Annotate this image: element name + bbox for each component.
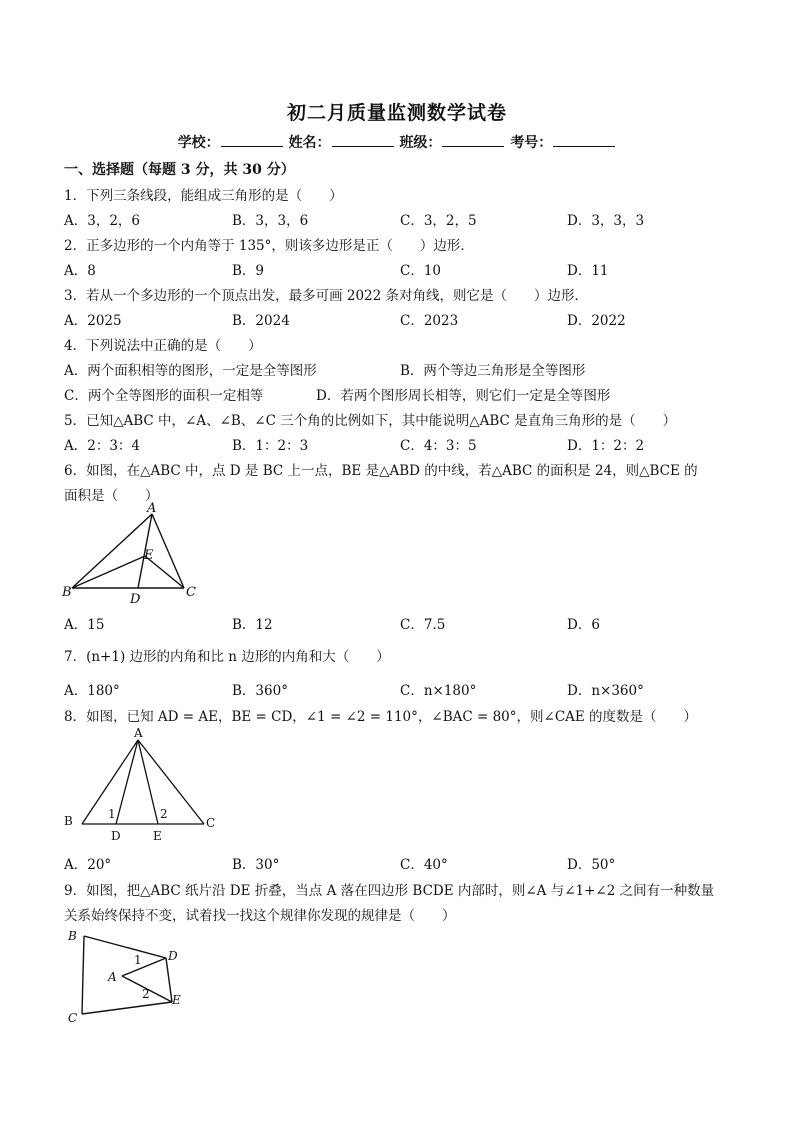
- label-d: D: [168, 949, 178, 963]
- question-6-stem: 6．如图，在△ABC 中，点 D 是 BC 上一点，BE 是△ABD 的中线，若△ABC 的面积是 24，则△BCE 的: [64, 463, 698, 479]
- q8-option-c: C．40°: [400, 857, 448, 873]
- segment-ad: [122, 958, 166, 976]
- q5-option-a: A．2：3：4: [64, 438, 141, 454]
- label-a: A: [134, 726, 143, 740]
- q3-option-b: B．2024: [232, 313, 290, 329]
- q9-figure: [62, 924, 202, 1028]
- q6-option-d: D．6: [567, 617, 600, 633]
- school-label: 学校：: [177, 135, 220, 151]
- q7-option-b: B．360°: [232, 683, 288, 699]
- q1-option-c: C．3，2，5: [400, 213, 477, 229]
- q1-option-d: D．3，3，3: [567, 213, 645, 229]
- q7-option-a: A．180°: [64, 683, 120, 699]
- label-c: C: [206, 816, 216, 830]
- question-9-stem-cont: 关系始终保持不变，试着找一找这个规律你发现的规律是（ ）: [64, 908, 456, 924]
- class-label: 班级：: [399, 135, 442, 151]
- q5-option-c: C．4：3：5: [400, 438, 477, 454]
- segment-ce: [82, 1002, 172, 1014]
- question-1-stem: 1．下列三条线段，能组成三角形的是（ ）: [64, 188, 343, 204]
- q2-option-a: A．8: [64, 263, 96, 279]
- question-7-stem: 7．(n+1) 边形的内角和比 n 边形的内角和大（ ）: [64, 649, 390, 665]
- q2-option-b: B．9: [232, 263, 265, 279]
- q8-figure: [60, 726, 220, 844]
- q1-option-a: A．3，2，6: [64, 213, 141, 229]
- q3-option-d: D．2022: [567, 313, 626, 329]
- question-6-stem-cont: 面积是（ ）: [64, 488, 159, 504]
- q1-option-b: B．3，3，6: [232, 213, 309, 229]
- segment-ad: [116, 740, 138, 824]
- q4-option-c: C．两个全等图形的面积一定相等: [64, 388, 264, 404]
- q8-option-a: A．20°: [64, 857, 112, 873]
- q5-option-d: D．1：2：2: [567, 438, 645, 454]
- label-angle-2: 2: [142, 987, 150, 1001]
- label-b: B: [68, 929, 77, 943]
- label-e: E: [144, 548, 154, 563]
- q8-option-d: D．50°: [567, 857, 616, 873]
- name-blank[interactable]: [332, 134, 394, 147]
- q3-option-c: C．2023: [400, 313, 459, 329]
- label-c: C: [186, 585, 196, 600]
- label-d: D: [130, 592, 141, 606]
- q4-option-d: D．若两个图形周长相等，则它们一定是全等图形: [316, 388, 611, 404]
- class-blank[interactable]: [442, 134, 504, 147]
- label-angle-2: 2: [160, 807, 168, 821]
- label-e: E: [153, 829, 162, 843]
- q4-option-a: A．两个面积相等的图形，一定是全等图形: [64, 363, 317, 379]
- number-label: 考号：: [510, 135, 553, 151]
- label-angle-1: 1: [108, 807, 116, 821]
- segment-be: [72, 556, 145, 588]
- q8-option-b: B．30°: [232, 857, 280, 873]
- segment-bd: [84, 936, 166, 958]
- q2-option-d: D．11: [567, 263, 609, 279]
- label-a: A: [108, 970, 117, 984]
- q6-option-c: C．7.5: [400, 617, 446, 633]
- label-angle-1: 1: [134, 953, 142, 967]
- q4-option-b: B．两个等边三角形是全等图形: [400, 363, 586, 379]
- q7-option-d: D．n×360°: [567, 683, 644, 699]
- question-4-stem: 4．下列说法中正确的是（ ）: [64, 338, 262, 354]
- question-2-stem: 2．正多边形的一个内角等于 135°，则该多边形是正（ ）边形．: [64, 238, 474, 254]
- question-8-stem: 8．如图，已知 AD = AE，BE = CD，∠1 = ∠2 = 110°，∠BAC = 80°，则∠CAE 的度数是（ ）: [64, 709, 698, 725]
- label-d: D: [111, 829, 121, 843]
- name-label: 姓名：: [288, 135, 331, 151]
- number-blank[interactable]: [553, 134, 615, 147]
- segment-bc: [82, 936, 84, 1014]
- q6-figure: [60, 502, 200, 606]
- q2-option-c: C．10: [400, 263, 442, 279]
- q3-option-a: A．2025: [64, 313, 122, 329]
- q5-option-b: B．1：2：3: [232, 438, 309, 454]
- student-info-line: [0, 132, 794, 152]
- segment-ac: [152, 514, 184, 588]
- question-3-stem: 3．若从一个多边形的一个顶点出发，最多可画 2022 条对角线，则它是（ ）边形．: [64, 288, 589, 304]
- label-c: C: [68, 1011, 78, 1025]
- q6-option-b: B．12: [232, 617, 273, 633]
- question-9-stem: 9．如图，把△ABC 纸片沿 DE 折叠，当点 A 落在四边形 BCDE 内部时，则∠A 与∠1+∠2 之间有一种数量: [64, 883, 715, 899]
- page-title: 初二月质量监测数学试卷: [286, 102, 507, 124]
- q6-option-a: A．15: [64, 617, 105, 633]
- label-b: B: [62, 585, 72, 600]
- section-heading: 一、选择题（每题 3 分，共 30 分）: [64, 162, 295, 178]
- label-b: B: [64, 814, 73, 828]
- question-5-stem: 5．已知△ABC 中，∠A、∠B、∠C 三个角的比例如下，其中能说明△ABC 是直角三角形的是（ ）: [64, 413, 677, 429]
- label-e: E: [172, 993, 181, 1007]
- school-blank[interactable]: [221, 134, 283, 147]
- label-a: A: [147, 502, 157, 516]
- q7-option-c: C．n×180°: [400, 683, 477, 699]
